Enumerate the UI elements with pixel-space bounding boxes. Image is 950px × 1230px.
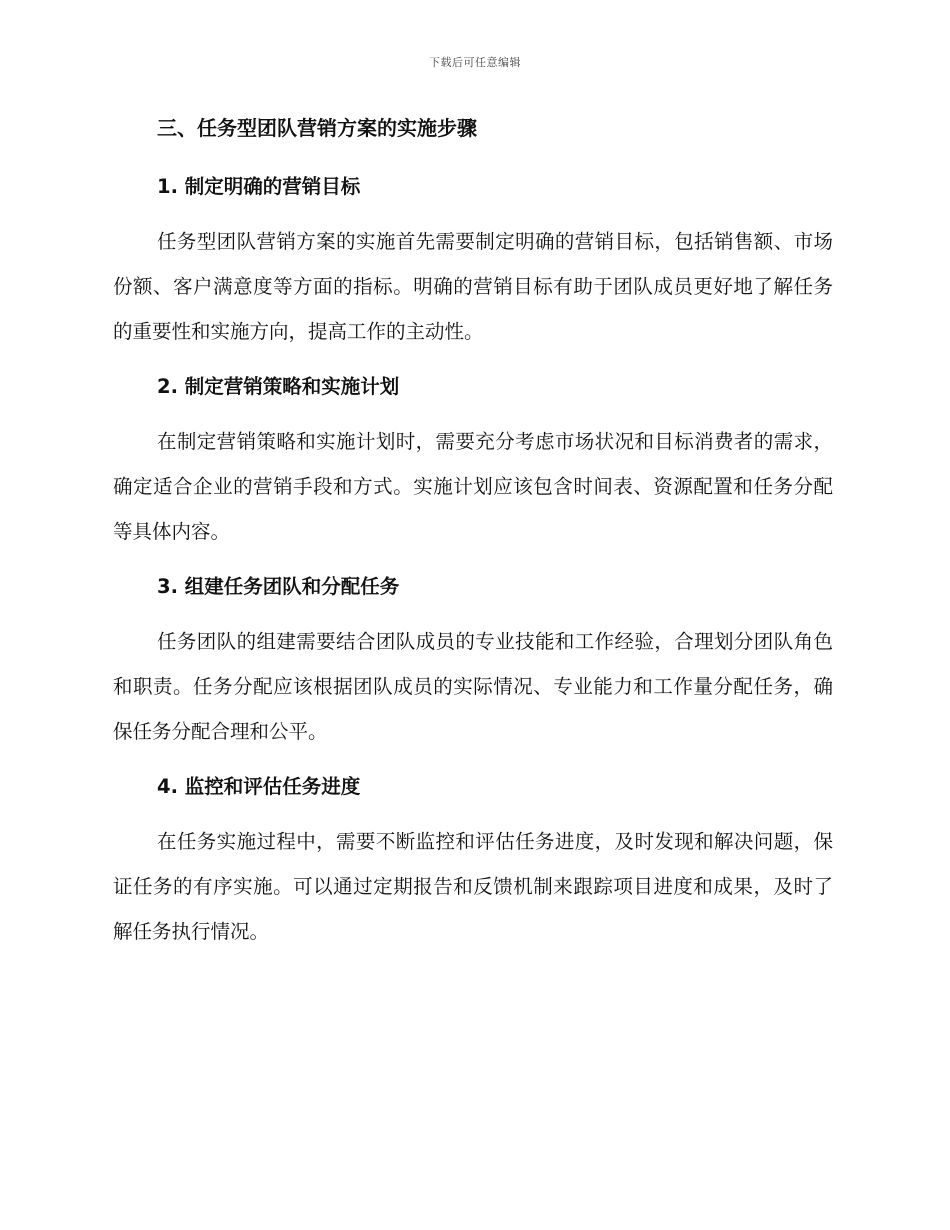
step-1-heading: 1. 制定明确的营销目标 bbox=[157, 175, 361, 198]
step-3 bbox=[113, 571, 833, 771]
step-4 bbox=[113, 771, 833, 954]
step-3-heading: 3. 组建任务团队和分配任务 bbox=[157, 575, 400, 598]
step-2-heading: 2. 制定营销策略和实施计划 bbox=[157, 375, 400, 398]
document-body bbox=[113, 112, 833, 954]
step-4-heading: 4. 监控和评估任务进度 bbox=[157, 775, 361, 798]
step-1 bbox=[113, 171, 833, 371]
step-1-paragraph: 任务型团队营销方案的实施首先需要制定明确的营销目标，包括销售额、市场份额、客户满意度等方面的指标。明确的营销目标有助于团队成员更好地了解任务的重要性和实施方向，提高工作的主动性。 bbox=[113, 230, 833, 343]
step-4-paragraph: 在任务实施过程中，需要不断监控和评估任务进度，及时发现和解决问题，保证任务的有序实施。可以通过定期报告和反馈机制来跟踪项目进度和成果，及时了解任务执行情况。 bbox=[113, 830, 833, 943]
step-3-paragraph: 任务团队的组建需要结合团队成员的专业技能和工作经验，合理划分团队角色和职责。任务分配应该根据团队成员的实际情况、专业能力和工作量分配任务，确保任务分配合理和公平。 bbox=[113, 630, 833, 743]
section-title: 三、任务型团队营销方案的实施步骤 bbox=[157, 116, 477, 140]
step-2-paragraph: 在制定营销策略和实施计划时，需要充分考虑市场状况和目标消费者的需求，确定适合企业的营销手段和方式。实施计划应该包含时间表、资源配置和任务分配等具体内容。 bbox=[113, 430, 833, 543]
page-header: 下载后可任意编辑 bbox=[429, 56, 521, 69]
step-2 bbox=[113, 371, 833, 571]
